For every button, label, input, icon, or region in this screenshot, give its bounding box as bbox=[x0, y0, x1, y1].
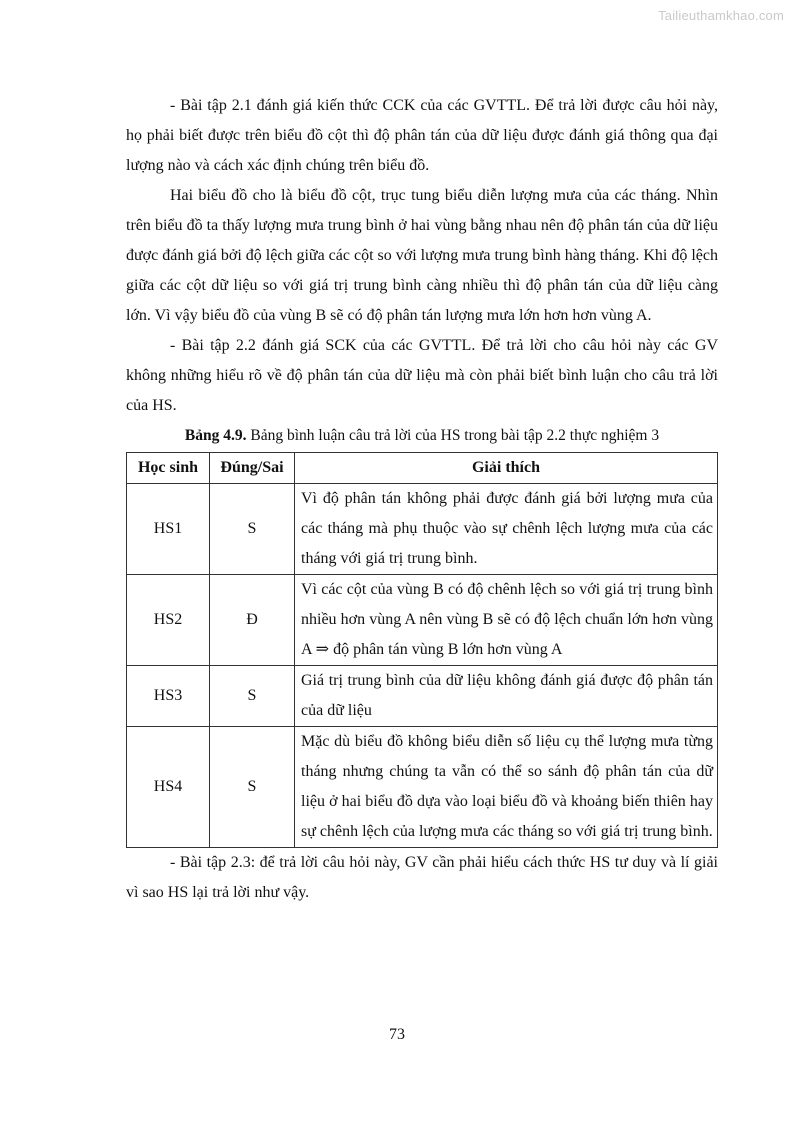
table-row bbox=[127, 727, 718, 848]
header-student: Học sinh bbox=[127, 453, 210, 484]
cell-student: HS4 bbox=[127, 727, 210, 848]
student-answers-table bbox=[126, 452, 718, 848]
cell-explanation: Mặc dù biểu đồ không biểu diễn số liệu cụ thể lượng mưa từng tháng nhưng chúng ta vẫn có thể so sánh độ phân tán của dữ liệu ở hai biểu đồ dựa vào loại biểu đồ và khoảng biến thiên hay sự chênh lệch của lượng mưa các tháng so với giá trị trung bình. bbox=[295, 727, 718, 848]
cell-verdict: S bbox=[210, 666, 295, 727]
cell-student: HS3 bbox=[127, 666, 210, 727]
cell-verdict: S bbox=[210, 484, 295, 575]
table-row bbox=[127, 575, 718, 666]
page-content bbox=[126, 91, 718, 908]
page-number: 73 bbox=[389, 1026, 405, 1043]
table-header-row bbox=[127, 453, 718, 484]
table-caption-label: Bảng 4.9. bbox=[184, 427, 247, 444]
table-row bbox=[127, 484, 718, 575]
paragraph-exercise-2-1: - Bài tập 2.1 đánh giá kiến thức CCK của các GVTTL. Để trả lời được câu hỏi này, họ phải biết được trên biểu đồ cột thì độ phân tán của dữ liệu được đánh giá thông qua đại lượng nào và cách xác định chúng trên biểu đồ. bbox=[126, 97, 718, 174]
cell-explanation: Vì độ phân tán không phải được đánh giá bởi lượng mưa của các tháng mà phụ thuộc vào sự chênh lệch lượng mưa của các tháng với giá trị trung bình. bbox=[295, 484, 718, 575]
watermark: Tailieuthamkhao.com bbox=[658, 8, 784, 23]
cell-student: HS2 bbox=[127, 575, 210, 666]
cell-explanation: Giá trị trung bình của dữ liệu không đánh giá được độ phân tán của dữ liệu bbox=[295, 666, 718, 727]
cell-explanation: Vì các cột của vùng B có độ chênh lệch so với giá trị trung bình nhiều hơn vùng A nên vùng B sẽ có độ lệch chuẩn lớn hơn vùng A ⇒ độ phân tán vùng B lớn hơn vùng A bbox=[295, 575, 718, 666]
header-verdict: Đúng/Sai bbox=[210, 453, 295, 484]
header-explanation: Giải thích bbox=[295, 453, 718, 484]
cell-verdict: Đ bbox=[210, 575, 295, 666]
table-caption bbox=[126, 421, 718, 451]
table-caption-text: Bảng bình luận câu trả lời của HS trong bài tập 2.2 thực nghiệm 3 bbox=[246, 427, 660, 444]
cell-student: HS1 bbox=[127, 484, 210, 575]
paragraph-exercise-2-3: - Bài tập 2.3: để trả lời câu hỏi này, GV cần phải hiểu cách thức HS tư duy và lí giải vì sao HS lại trả lời như vậy. bbox=[126, 854, 718, 901]
paragraph-exercise-2-2: - Bài tập 2.2 đánh giá SCK của các GVTTL. Để trả lời cho câu hỏi này các GV không những hiểu rõ về độ phân tán của dữ liệu mà còn phải biết bình luận cho câu trả lời của HS. bbox=[126, 337, 718, 414]
paragraph-chart-explanation: Hai biểu đồ cho là biểu đồ cột, trục tung biểu diễn lượng mưa của các tháng. Nhìn trên biểu đồ ta thấy lượng mưa trung bình ở hai vùng bằng nhau nên độ phân tán của dữ liệu được đánh giá bởi độ lệch giữa các cột so với lượng mưa trung bình hàng tháng. Khi độ lệch giữa các cột dữ liệu so với giá trị trung bình càng nhiều thì độ phân tán của dữ liệu càng lớn. Vì vậy biểu đồ của vùng B sẽ có độ phân tán lượng mưa lớn hơn hơn vùng A. bbox=[126, 187, 718, 324]
cell-verdict: S bbox=[210, 727, 295, 848]
table-row bbox=[127, 666, 718, 727]
